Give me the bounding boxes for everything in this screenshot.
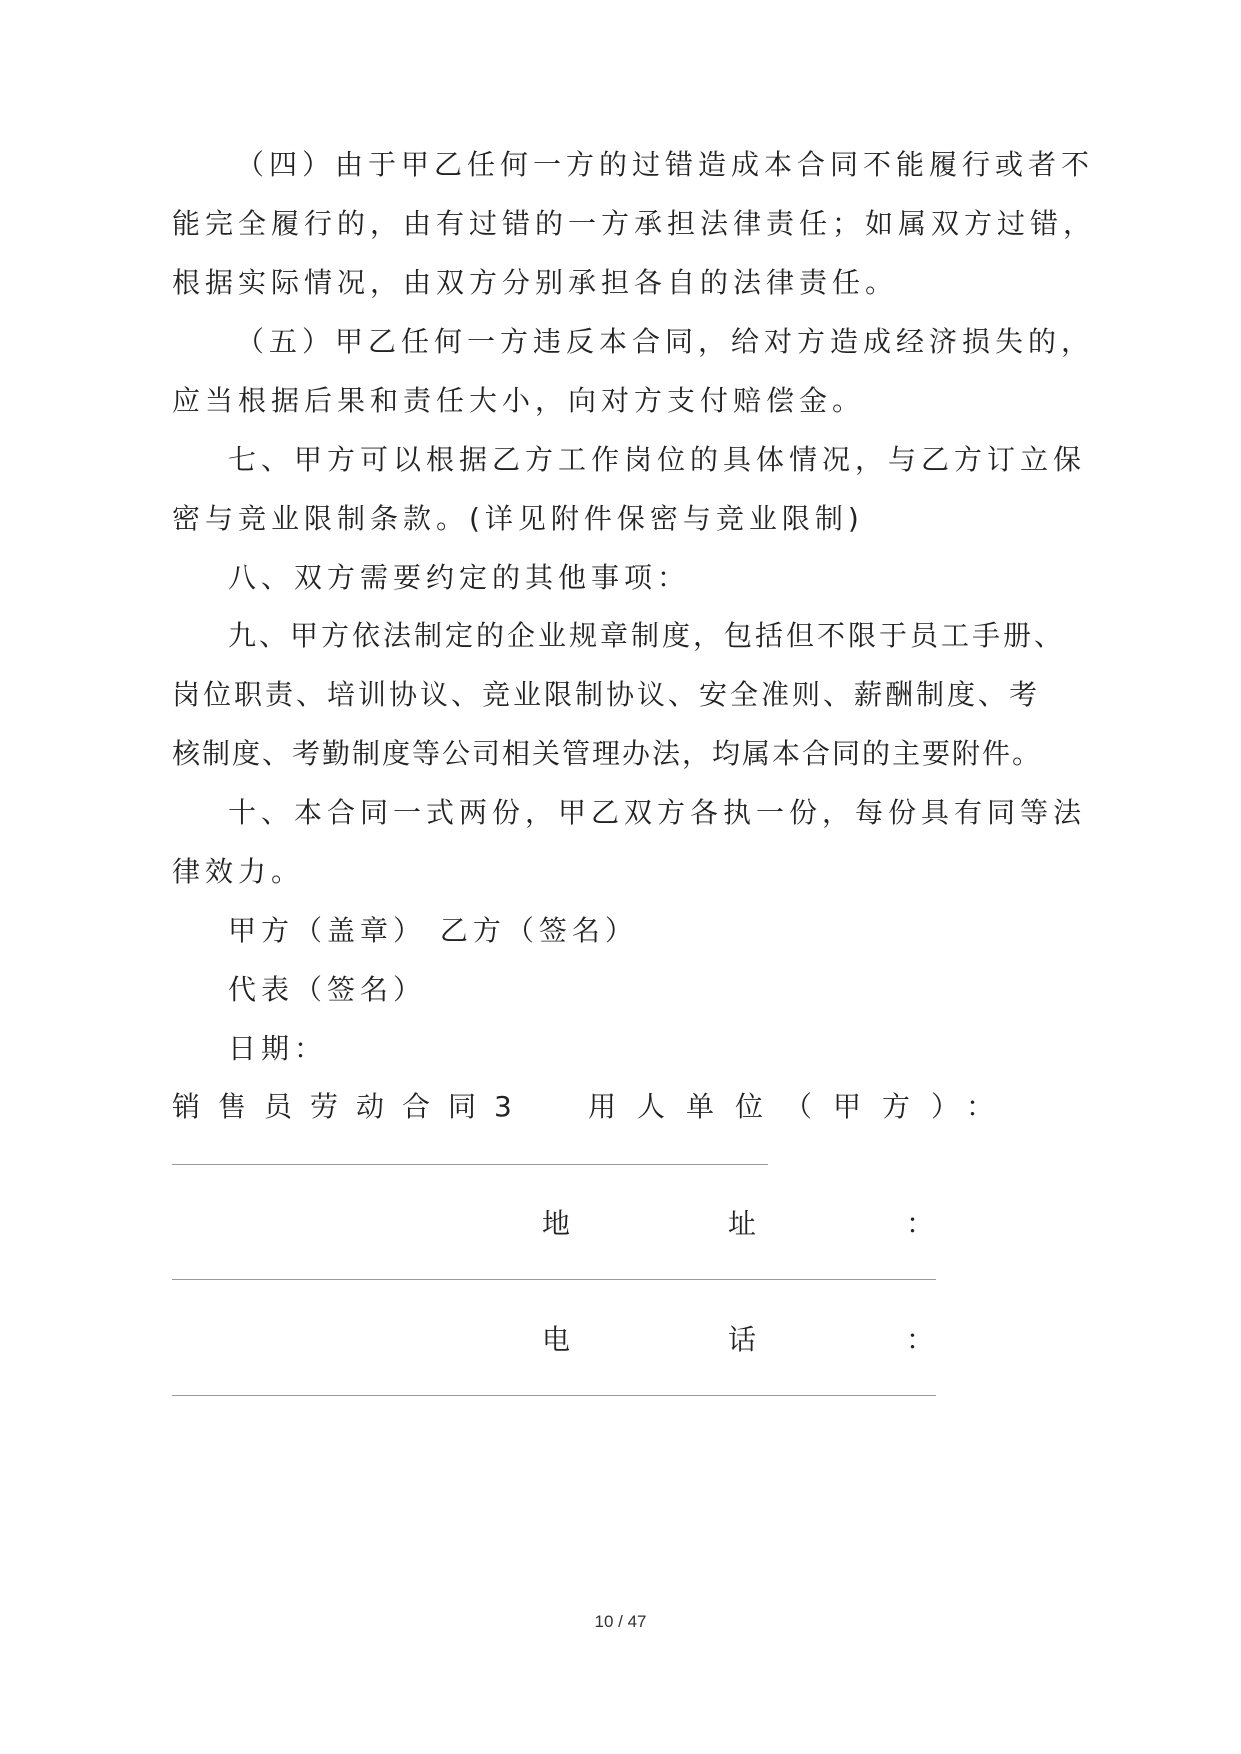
contract-3-title: 销售员劳动合同3 — [172, 1090, 530, 1123]
paragraph-5-line-2: 应当根据后果和责任大小，向对方支付赔偿金。 — [172, 384, 866, 417]
paragraph-7-line-2: 密与竞业限制条款。(详见附件保密与竞业限制) — [172, 502, 864, 535]
address-label-1: 地 — [542, 1207, 576, 1240]
page-number: 10 / 47 — [594, 1612, 647, 1631]
paragraph-8: 八、双方需要约定的其他事项： — [228, 561, 691, 594]
paragraph-4-line-2: 能完全履行的，由有过错的一方承担法律责任；如属双方过错， — [172, 207, 1097, 240]
paragraph-5-line-1: （五）甲乙任何一方违反本合同，给对方造成经济损失的， — [236, 325, 1095, 358]
paragraph-9-line-1: 九、甲方依法制定的企业规章制度，包括但不限于员工手册、 — [228, 619, 1066, 652]
paragraph-9-line-2: 岗位职责、培训协议、竞业限制协议、安全准则、薪酬制度、考 — [172, 678, 1041, 711]
address-underline — [172, 1279, 936, 1280]
address-colon: ： — [906, 1207, 940, 1240]
phone-label-1: 电 — [542, 1323, 576, 1356]
phone-colon: ： — [906, 1323, 940, 1356]
paragraph-7-line-1: 七、甲方可以根据乙方工作岗位的具体情况，与乙方订立保 — [228, 443, 1087, 476]
address-label-2: 址 — [728, 1207, 762, 1240]
signature-parties: 甲方（盖章） 乙方（签名） — [228, 914, 638, 947]
phone-label-2: 话 — [728, 1323, 762, 1356]
employer-label: 用人单位（甲方）： — [588, 1090, 1016, 1123]
phone-underline — [172, 1395, 936, 1396]
signature-representative: 代表（签名） — [228, 973, 427, 1006]
paragraph-9-line-3: 核制度、考勤制度等公司相关管理办法，均属本合同的主要附件。 — [172, 737, 1043, 770]
paragraph-4-line-1: （四）由于甲乙任何一方的过错造成本合同不能履行或者不 — [236, 148, 1095, 181]
employer-underline — [172, 1164, 768, 1165]
paragraph-10-line-1: 十、本合同一式两份，甲乙双方各执一份，每份具有同等法 — [228, 796, 1087, 829]
signature-date: 日期： — [228, 1032, 328, 1065]
paragraph-10-line-2: 律效力。 — [172, 855, 305, 888]
paragraph-4-line-3: 根据实际情况，由双方分别承担各自的法律责任。 — [172, 266, 899, 299]
